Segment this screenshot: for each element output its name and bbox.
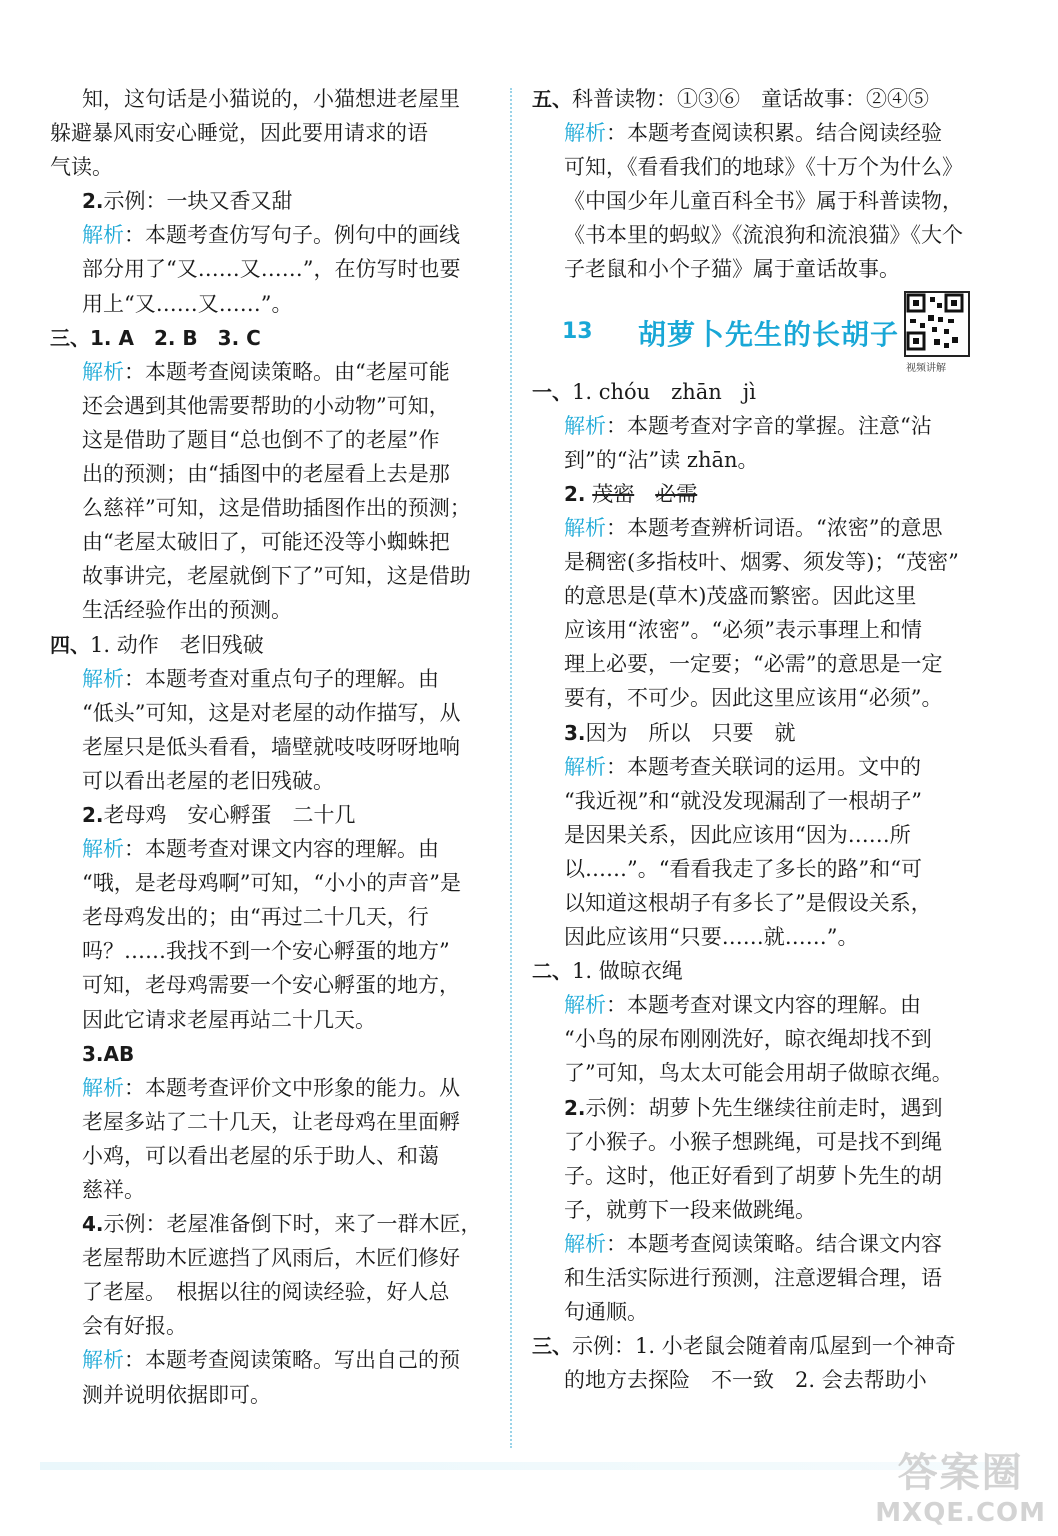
text-line: 理上必要，一定要；“必需”的意思是一定 bbox=[564, 652, 943, 677]
analysis-tag: 解析 bbox=[564, 413, 606, 438]
text-line: 句通顺。 bbox=[564, 1300, 648, 1325]
analysis-line bbox=[50, 1071, 488, 1105]
text-line: 老屋只是低头看看，墙壁就吱吱呀呀地响 bbox=[82, 734, 460, 759]
text-line: 是稠密(多指枝叶、烟雾、须发等)；“茂密” bbox=[564, 550, 959, 575]
answer-text: 示例：老屋准备倒下时，来了一群木匠， bbox=[103, 1212, 482, 1237]
text-line: 《书本里的蚂蚁》《流浪狗和流浪猫》《大个 bbox=[564, 223, 963, 248]
item-number: 2. bbox=[564, 1095, 586, 1120]
text-line: 以知道这根胡子有多长了”是假设关系， bbox=[564, 890, 932, 915]
item-number: 2. bbox=[82, 802, 104, 827]
qr-label: 视频讲解 bbox=[906, 362, 946, 374]
answer-line bbox=[50, 1037, 488, 1071]
section-number: 二、 bbox=[532, 959, 572, 984]
text-line: 生活经验作出的预测。 bbox=[82, 598, 292, 623]
text-line: “我近视”和“就没发现漏刮了一根胡子” bbox=[564, 788, 922, 813]
answer-line bbox=[50, 1207, 488, 1241]
text-line: 以……”。“看看我走了多长的路”和“可 bbox=[564, 856, 922, 881]
text-line: 慈祥。 bbox=[82, 1178, 145, 1202]
analysis-tag: 解析 bbox=[82, 223, 124, 248]
text-line: 气读。 bbox=[50, 155, 113, 180]
lesson-title: 胡萝卜先生的长胡子 bbox=[638, 317, 900, 351]
text-line: 躲避暴风雨安心睡觉，因此要用请求的语 bbox=[50, 121, 428, 146]
analysis-line bbox=[532, 1227, 984, 1261]
analysis-text: ：本题考查对字音的掌握。注意“沾 bbox=[606, 413, 932, 438]
lesson-number: 13 bbox=[562, 318, 593, 344]
analysis-tag: 解析 bbox=[564, 993, 606, 1018]
text-line: 是因果关系，因此应该用“因为……所 bbox=[564, 822, 911, 847]
struck-word: 必需 bbox=[655, 481, 698, 506]
section-number: 一、 bbox=[532, 379, 572, 404]
analysis-text: ：本题考查对课文内容的理解。由 bbox=[124, 837, 439, 862]
text-line: 可以看出老屋的老旧残破。 bbox=[82, 768, 334, 793]
analysis-text: ：本题考查仿写句子。例句中的画线 bbox=[124, 223, 460, 248]
analysis-text: ：本题考查辨析词语。“浓密”的意思 bbox=[606, 515, 943, 540]
text-line: 小鸡，可以看出老屋的乐于助人、和蔼 bbox=[82, 1143, 439, 1168]
text-line: “小鸟的尿布刚刚洗好，晾衣绳却找不到 bbox=[564, 1027, 932, 1052]
section-line bbox=[532, 954, 984, 988]
text-line: 因此它请求老屋再站二十几天。 bbox=[82, 1007, 376, 1032]
analysis-line bbox=[50, 832, 488, 866]
text-line: 这是借助了题目“总也倒不了的老屋”作 bbox=[82, 427, 440, 452]
analysis-text: ：本题考查阅读策略。由“老屋可能 bbox=[124, 359, 450, 384]
text-line: 了老屋。 根据以往的阅读经验，好人总 bbox=[82, 1280, 450, 1305]
analysis-text: ：本题考查阅读积累。结合阅读经验 bbox=[606, 121, 942, 146]
text-line: 会有好报。 bbox=[82, 1314, 187, 1339]
analysis-tag: 解析 bbox=[82, 359, 124, 384]
section-line bbox=[532, 1329, 984, 1363]
text-line: 应该用“浓密”。“必须”表示事理上和情 bbox=[564, 618, 922, 643]
item-number: 2. bbox=[82, 189, 104, 214]
text-line: 老母鸡发出的；由“再过二十几天，行 bbox=[82, 905, 429, 930]
text-line: 子。这时，他正好看到了胡萝卜先生的胡 bbox=[564, 1163, 942, 1188]
site-watermark bbox=[875, 1441, 1046, 1528]
text-line: 用上“又……又……”。 bbox=[82, 291, 293, 316]
text-line: 和生活实际进行预测，注意逻辑合理，语 bbox=[564, 1266, 942, 1290]
answer-text: 老母鸡 安心孵蛋 二十几 bbox=[103, 802, 356, 827]
watermark-logo: 答案圈 bbox=[897, 1450, 1024, 1496]
analysis-line bbox=[532, 750, 984, 784]
text-line: 因此应该用“只要……就……”。 bbox=[564, 925, 859, 950]
analysis-text: ：本题考查对课文内容的理解。由 bbox=[606, 993, 921, 1018]
section-line bbox=[50, 628, 488, 662]
struck-word: 茂密 bbox=[592, 481, 635, 506]
answer-text: 1. 动作 老旧残破 bbox=[90, 632, 264, 657]
analysis-line bbox=[532, 988, 984, 1022]
answer-line bbox=[532, 477, 984, 511]
analysis-line bbox=[50, 218, 488, 252]
text-line: 到”的“沾”读 zhān。 bbox=[564, 447, 759, 472]
text-line: 部分用了“又……又……”，在仿写时也要 bbox=[82, 257, 461, 282]
text-line: 的意思是(草木)茂盛而繁密。因此这里 bbox=[564, 584, 917, 609]
answer-line bbox=[532, 1091, 984, 1125]
section-number: 三、 bbox=[532, 1334, 572, 1359]
text-line: 了小猴子。小猴子想跳绳，可是找不到绳 bbox=[564, 1129, 942, 1154]
item-number: 3. bbox=[82, 1041, 104, 1066]
text-line: 还会遇到其他需要帮助的小动物”可知， bbox=[82, 393, 450, 418]
text-line: 可知，老母鸡需要一个安心孵蛋的地方， bbox=[82, 973, 460, 998]
analysis-line bbox=[50, 1343, 488, 1377]
section-line bbox=[532, 375, 984, 409]
analysis-tag: 解析 bbox=[564, 1231, 606, 1256]
analysis-line bbox=[50, 662, 488, 696]
text-line: 了”可知，鸟太太可能会用胡子做晾衣绳。 bbox=[564, 1061, 953, 1086]
analysis-tag: 解析 bbox=[564, 515, 606, 540]
analysis-text: ：本题考查关联词的运用。文中的 bbox=[606, 754, 921, 779]
section-number: 四、 bbox=[50, 632, 90, 657]
text-line: 么慈祥”可知，这是借助插图作出的预测； bbox=[82, 496, 471, 521]
answer-line bbox=[532, 716, 984, 750]
text-line: 子老鼠和小个子猫》属于童话故事。 bbox=[564, 257, 900, 282]
analysis-line bbox=[532, 116, 984, 150]
text-line: 老屋帮助木匠遮挡了风雨后，木匠们修好 bbox=[82, 1246, 460, 1271]
answer-text: AB bbox=[103, 1041, 135, 1066]
answer-text: 科普读物：①③⑥ 童话故事：②④⑤ bbox=[572, 87, 929, 111]
analysis-tag: 解析 bbox=[82, 1075, 124, 1100]
text-line: 可知，《看看我们的地球》《十万个为什么》 bbox=[564, 155, 963, 180]
text-line: 故事讲完，老屋就倒下了”可知，这是借助 bbox=[82, 564, 471, 589]
section-number: 三、 bbox=[50, 325, 90, 350]
section-line bbox=[50, 321, 488, 355]
watermark-url: MXQE.COM bbox=[875, 1498, 1046, 1528]
analysis-line bbox=[50, 355, 488, 389]
answer-text: 示例：一块又香又甜 bbox=[103, 189, 293, 214]
analysis-text: ：本题考查阅读策略。结合课文内容 bbox=[606, 1231, 942, 1256]
text-line: 的地方去探险 不一致 2. 会去帮助小 bbox=[564, 1368, 927, 1393]
right-column bbox=[532, 82, 984, 1397]
analysis-text: ：本题考查阅读策略。写出自己的预 bbox=[124, 1348, 460, 1373]
answer-text: 因为 所以 只要 就 bbox=[585, 720, 796, 745]
answer-text: 示例：1. 小老鼠会随着南瓜屋到一个神奇 bbox=[572, 1334, 956, 1359]
item-number: 3. bbox=[564, 720, 586, 745]
text-line: “哦，是老母鸡啊”可知，“小小的声音”是 bbox=[82, 871, 461, 896]
item-number: 4. bbox=[82, 1212, 104, 1237]
text-line: 吗？……我找不到一个安心孵蛋的地方” bbox=[82, 939, 450, 964]
column-divider bbox=[510, 88, 512, 1448]
analysis-tag: 解析 bbox=[564, 754, 606, 779]
analysis-line bbox=[532, 511, 984, 545]
analysis-text: ：本题考查对重点句子的理解。由 bbox=[124, 666, 439, 691]
text-line: 子，就剪下一段来做跳绳。 bbox=[564, 1197, 816, 1222]
text-line: 出的预测；由“插图中的老屋看上去是那 bbox=[82, 462, 450, 487]
text-line: “低头”可知，这是对老屋的动作描写，从 bbox=[82, 700, 461, 725]
text-line: 要有，不可少。因此这里应该用“必须”。 bbox=[564, 686, 943, 711]
section-number: 五、 bbox=[532, 87, 572, 111]
text-line: 测并说明依据即可。 bbox=[82, 1382, 271, 1407]
analysis-line bbox=[532, 409, 984, 443]
section-line bbox=[532, 82, 984, 116]
text-line: 知，这句话是小猫说的，小猫想进老屋里 bbox=[82, 87, 460, 111]
left-column bbox=[50, 82, 488, 1412]
footer-band bbox=[40, 1462, 1018, 1470]
analysis-tag: 解析 bbox=[82, 837, 124, 862]
answer-text: 1. A 2. B 3. C bbox=[90, 325, 261, 350]
text-line: 由“老屋太破旧了，可能还没等小蜘蛛把 bbox=[82, 530, 450, 555]
lesson-header bbox=[532, 287, 984, 375]
item-number: 2. bbox=[564, 481, 586, 506]
text-line: 《中国少年儿童百科全书》属于科普读物， bbox=[564, 189, 963, 214]
analysis-text: ：本题考查评价文中形象的能力。从 bbox=[124, 1075, 460, 1100]
analysis-tag: 解析 bbox=[564, 121, 606, 146]
analysis-tag: 解析 bbox=[82, 1348, 124, 1373]
analysis-tag: 解析 bbox=[82, 666, 124, 691]
answer-text: 示例：胡萝卜先生继续往前走时，遇到 bbox=[585, 1095, 943, 1120]
answer-line bbox=[50, 798, 488, 832]
answer-text: 1. 做晾衣绳 bbox=[572, 959, 683, 984]
qr-code-icon[interactable] bbox=[904, 291, 970, 357]
text-line: 老屋多站了二十几天，让老母鸡在里面孵 bbox=[82, 1109, 460, 1134]
answer-line bbox=[50, 184, 488, 218]
answer-text: 1. chóu zhān jì bbox=[572, 379, 757, 404]
